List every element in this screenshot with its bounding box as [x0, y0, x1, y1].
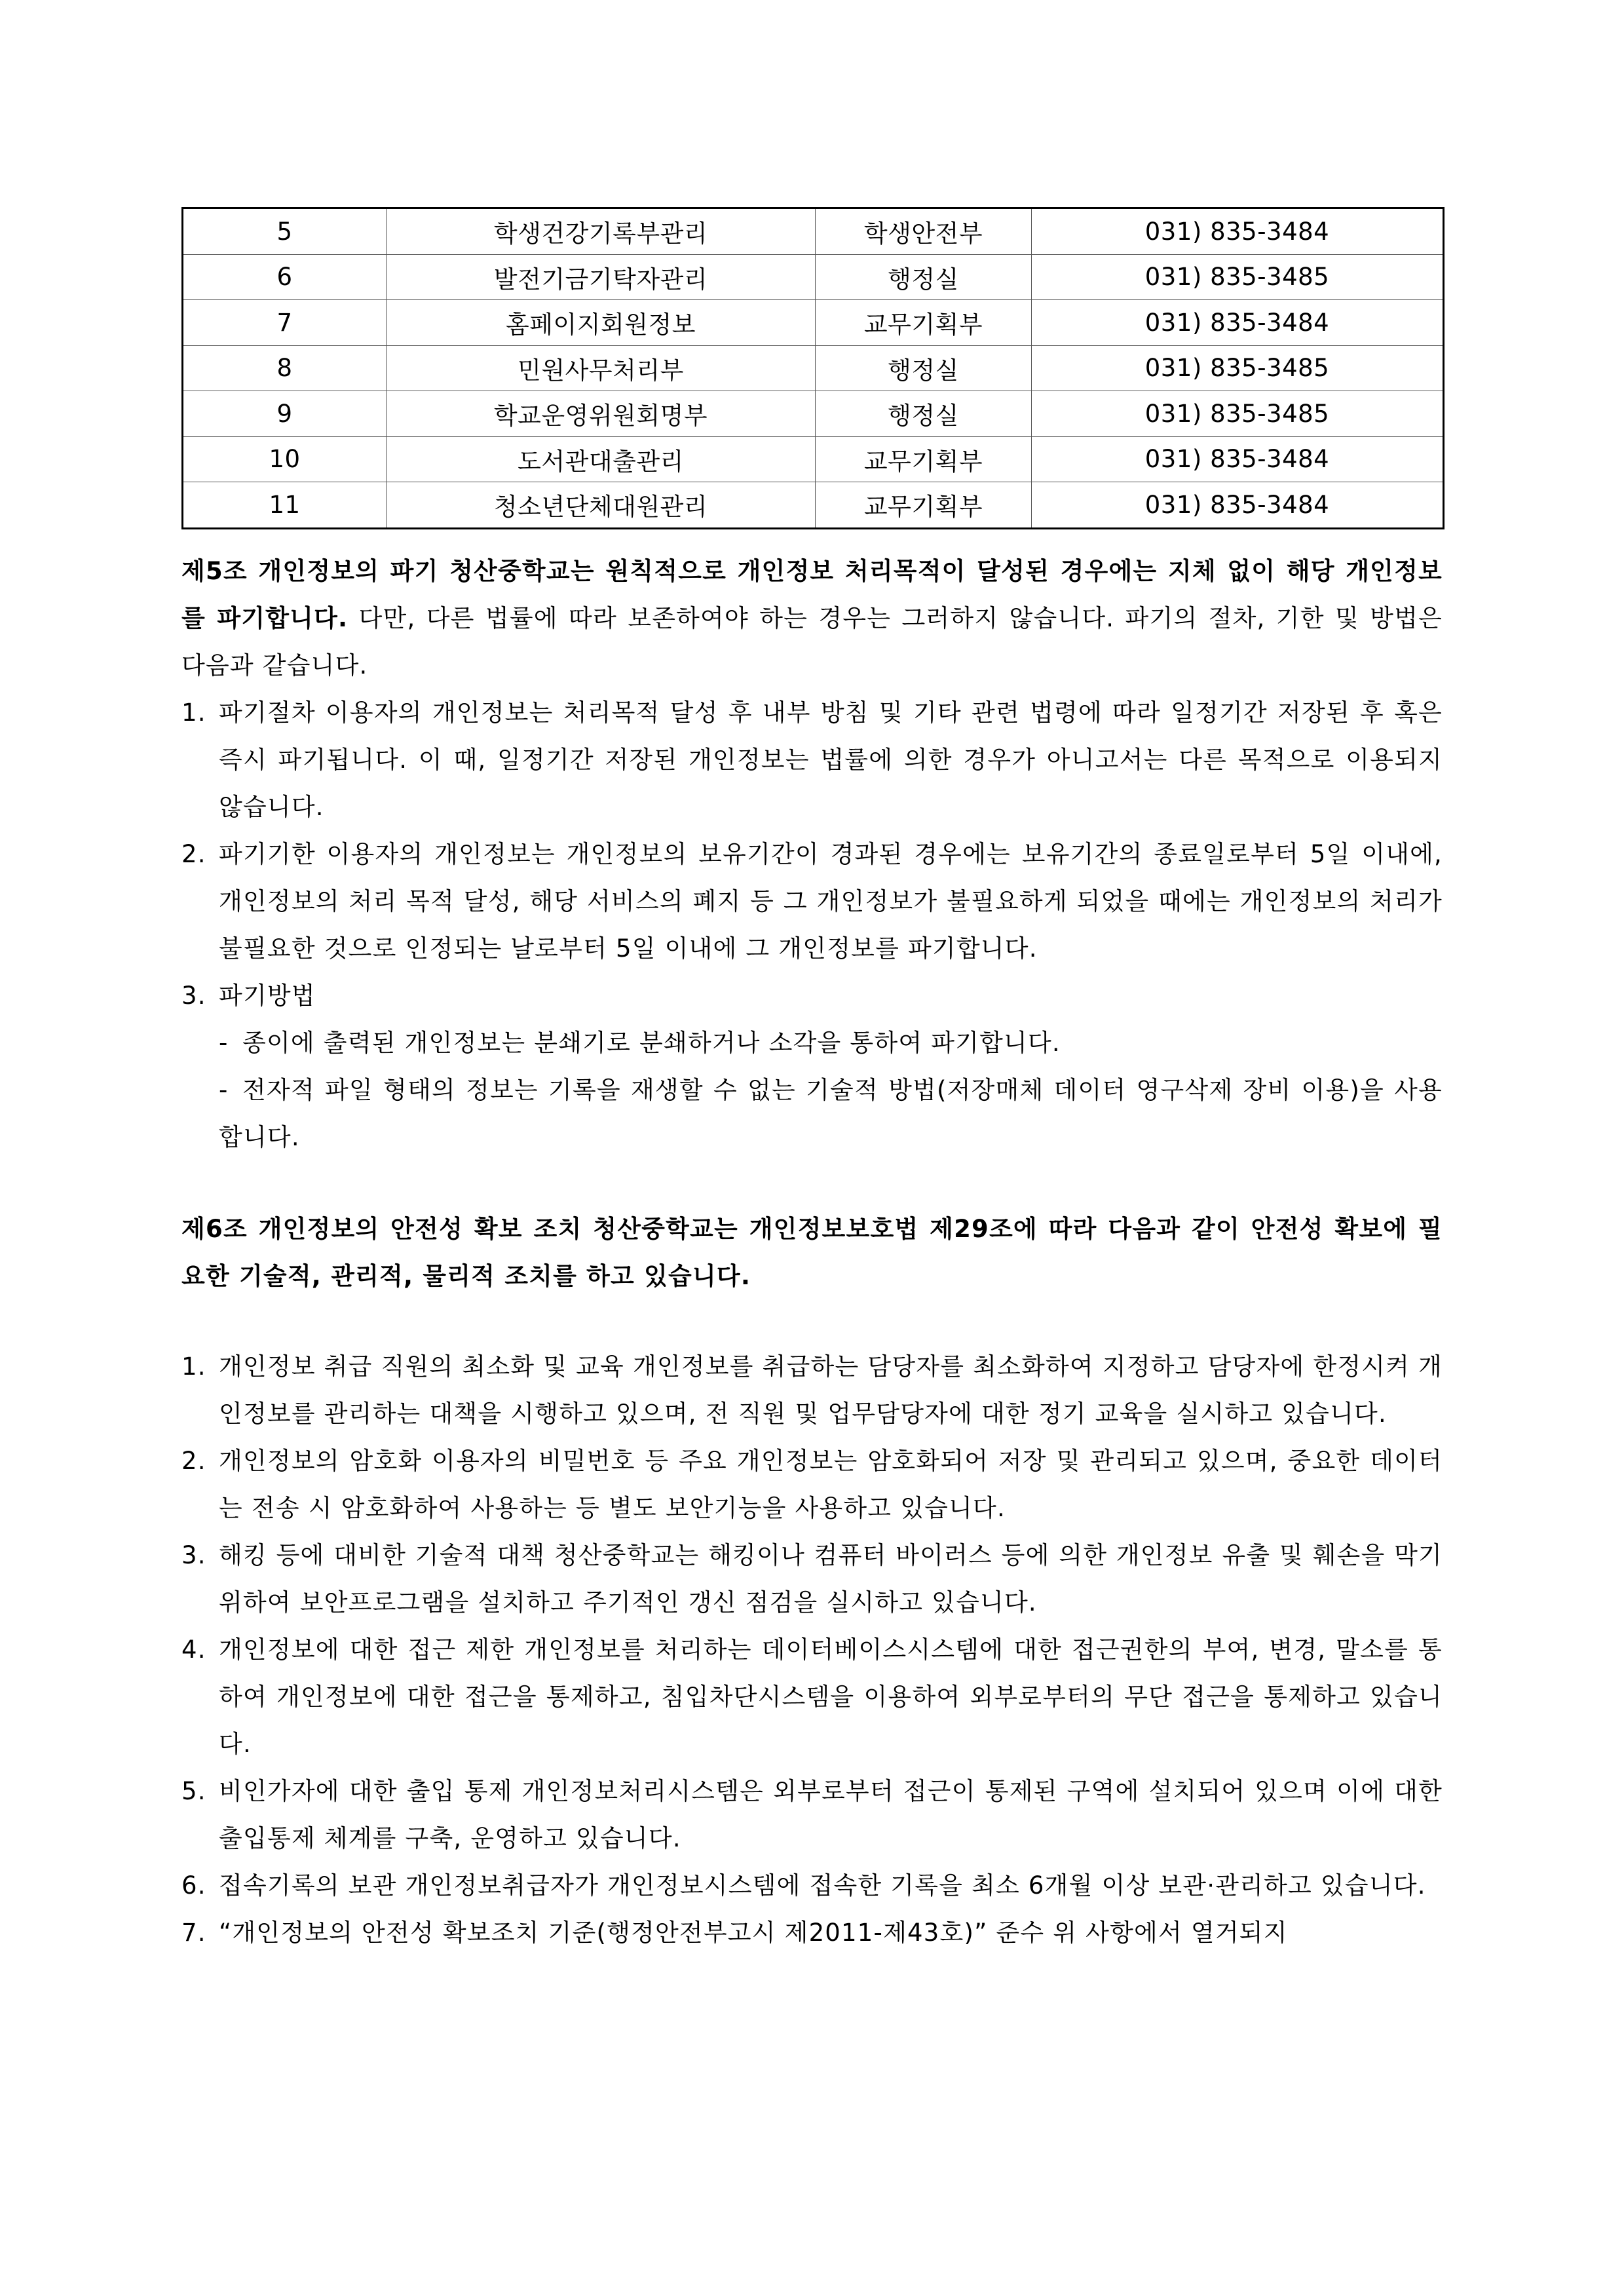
- article-6-item-7: [181, 1909, 1443, 1957]
- article-6-item-1: [181, 1343, 1443, 1438]
- department: 교무기획부: [816, 300, 1032, 346]
- department: 교무기획부: [816, 482, 1032, 529]
- article-6-section: [181, 1206, 1443, 1957]
- phone-number: 031) 835-3484: [1032, 208, 1444, 255]
- dash-marker: -: [219, 1075, 229, 1104]
- item-number: 3.: [181, 1540, 206, 1569]
- method-text: 전자적 파일 형태의 정보는 기록을 재생할 수 없는 기술적 방법(저장매체 데이터 영구삭제 장비 이용)을 사용합니다.: [219, 1075, 1443, 1151]
- table-row: [183, 208, 1444, 255]
- item-text: 파기기한 이용자의 개인정보는 개인정보의 보유기간이 경과된 경우에는 보유기간의 종료일로부터 5일 이내에, 개인정보의 처리 목적 달성, 해당 서비스의 폐지 등 그 개인정보가 불필요하게 되었을 때에는 개인정보의 처리가 불필요한 것으로 인정되는 날로부터 5일 이내에 그 개인정보를 파기합니다.: [219, 839, 1443, 963]
- item-text: 비인가자에 대한 출입 통제 개인정보처리시스템은 외부로부터 접근이 통제된 구역에 설치되어 있으며 이에 대한 출입통제 체계를 구축, 운영하고 있습니다.: [219, 1776, 1443, 1852]
- department: 행정실: [816, 345, 1032, 391]
- table-row: [183, 482, 1444, 529]
- row-number: 10: [183, 436, 387, 482]
- file-name: 학생건강기록부관리: [387, 208, 816, 255]
- file-name: 발전기금기탁자관리: [387, 254, 816, 300]
- article-6-item-3: [181, 1532, 1443, 1626]
- file-name: 홈페이지회원정보: [387, 300, 816, 346]
- file-name: 청소년단체대원관리: [387, 482, 816, 529]
- item-number: 1.: [181, 1352, 206, 1381]
- destruction-method-electronic: [181, 1067, 1443, 1161]
- item-text: 해킹 등에 대비한 기술적 대책 청산중학교는 해킹이나 컴퓨터 바이러스 등에 의한 개인정보 유출 및 훼손을 막기 위하여 보안프로그램을 설치하고 주기적인 갱신 점검을 실시하고 있습니다.: [219, 1540, 1443, 1617]
- dash-marker: -: [219, 1028, 229, 1057]
- article-5-item-2: [181, 831, 1443, 972]
- phone-number: 031) 835-3484: [1032, 436, 1444, 482]
- table-row: [183, 391, 1444, 437]
- row-number: 6: [183, 254, 387, 300]
- item-number: 5.: [181, 1776, 206, 1805]
- article-6-item-5: [181, 1768, 1443, 1862]
- item-number: 7.: [181, 1918, 206, 1947]
- item-text: 개인정보 취급 직원의 최소화 및 교육 개인정보를 취급하는 담당자를 최소화하여 지정하고 담당자에 한정시켜 개인정보를 관리하는 대책을 시행하고 있으며, 전 직원 및 업무담당자에 대한 정기 교육을 실시하고 있습니다.: [219, 1352, 1443, 1428]
- document-page: [181, 207, 1443, 1957]
- department: 학생안전부: [816, 208, 1032, 255]
- file-name: 학교운영위원회명부: [387, 391, 816, 437]
- item-text: 접속기록의 보관 개인정보취급자가 개인정보시스템에 접속한 기록을 최소 6개월 이상 보관·관리하고 있습니다.: [219, 1871, 1426, 1900]
- destruction-method-paper: [181, 1020, 1443, 1067]
- item-number: 2.: [181, 839, 206, 868]
- article-5-section: [181, 548, 1443, 1161]
- section-spacer: [181, 1161, 1443, 1206]
- department: 행정실: [816, 254, 1032, 300]
- department: 행정실: [816, 391, 1032, 437]
- phone-number: 031) 835-3485: [1032, 254, 1444, 300]
- section-spacer: [181, 1300, 1443, 1343]
- item-text: 개인정보에 대한 접근 제한 개인정보를 처리하는 데이터베이스시스템에 대한 접근권한의 부여, 변경, 말소를 통하여 개인정보에 대한 접근을 통제하고, 침입차단시스템을 이용하여 외부로부터의 무단 접근을 통제하고 있습니다.: [219, 1635, 1443, 1758]
- item-number: 2.: [181, 1446, 206, 1475]
- article-5-item-3: [181, 972, 1443, 1020]
- row-number: 9: [183, 391, 387, 437]
- item-number: 3.: [181, 981, 206, 1010]
- article-6-item-2: [181, 1438, 1443, 1532]
- row-number: 7: [183, 300, 387, 346]
- file-name: 민원사무처리부: [387, 345, 816, 391]
- row-number: 5: [183, 208, 387, 255]
- personal-info-file-table: [181, 207, 1445, 529]
- department: 교무기획부: [816, 436, 1032, 482]
- phone-number: 031) 835-3485: [1032, 345, 1444, 391]
- row-number: 8: [183, 345, 387, 391]
- table-row: [183, 436, 1444, 482]
- method-text: 종이에 출력된 개인정보는 분쇄기로 분쇄하거나 소각을 통하여 파기합니다.: [242, 1028, 1061, 1057]
- item-number: 4.: [181, 1635, 206, 1664]
- article-6-item-6: [181, 1862, 1443, 1909]
- table-row: [183, 300, 1444, 346]
- phone-number: 031) 835-3484: [1032, 300, 1444, 346]
- row-number: 11: [183, 482, 387, 529]
- item-text: 파기방법: [219, 981, 316, 1010]
- phone-number: 031) 835-3485: [1032, 391, 1444, 437]
- article-5-item-1: [181, 689, 1443, 831]
- file-name: 도서관대출관리: [387, 436, 816, 482]
- item-number: 6.: [181, 1871, 206, 1900]
- item-text: “개인정보의 안전성 확보조치 기준(행정안전부고시 제2011-제43호)” 준수 위 사항에서 열거되지: [219, 1918, 1288, 1947]
- table-row: [183, 345, 1444, 391]
- article-5-intro-tail: 다만, 다른 법률에 따라 보존하여야 하는 경우는 그러하지 않습니다. 파기의 절차, 기한 및 방법은 다음과 같습니다.: [181, 603, 1443, 679]
- item-text: 개인정보의 암호화 이용자의 비밀번호 등 주요 개인정보는 암호화되어 저장 및 관리되고 있으며, 중요한 데이터는 전송 시 암호화하여 사용하는 등 별도 보안기능을 사용하고 있습니다.: [219, 1446, 1443, 1522]
- article-5-intro: [181, 548, 1443, 689]
- article-6-item-4: [181, 1626, 1443, 1768]
- phone-number: 031) 835-3484: [1032, 482, 1444, 529]
- article-5-heading: 제5조 개인정보의 파기 청산중학교는 원칙적으로 개인정보 처리목적이 달성된 경우에는 지체 없이 해당 개인정보를 파기합니다.: [181, 556, 1443, 632]
- item-text: 파기절차 이용자의 개인정보는 처리목적 달성 후 내부 방침 및 기타 관련 법령에 따라 일정기간 저장된 후 혹은 즉시 파기됩니다. 이 때, 일정기간 저장된 개인정보는 법률에 의한 경우가 아니고서는 다른 목적으로 이용되지 않습니다.: [219, 698, 1443, 821]
- article-6-heading: 제6조 개인정보의 안전성 확보 조치 청산중학교는 개인정보보호법 제29조에 따라 다음과 같이 안전성 확보에 필요한 기술적, 관리적, 물리적 조치를 하고 있습니다.: [181, 1214, 1443, 1290]
- item-number: 1.: [181, 698, 206, 727]
- table-row: [183, 254, 1444, 300]
